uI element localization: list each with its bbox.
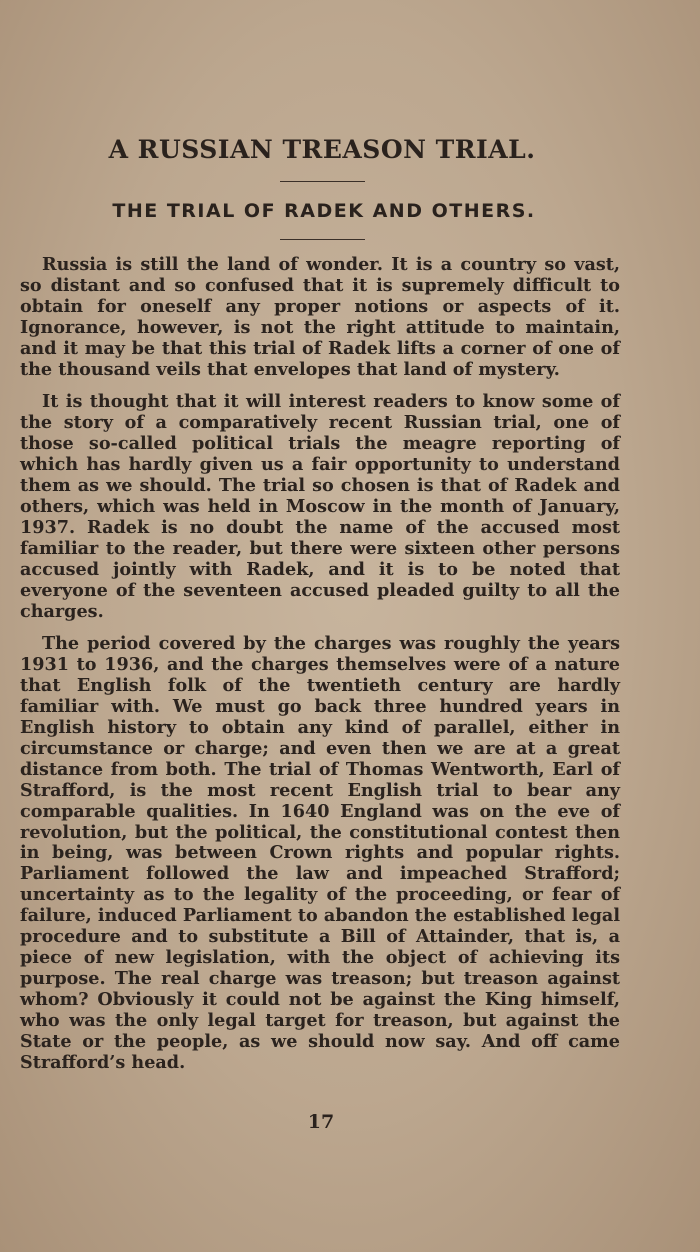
paragraph-1: Russia is still the land of wonder. It is a country so vast, so distant and so confused that it is supremely difficult to obtain for oneself any proper notions or aspects of it. Ignorance, however, is not the right attitude to maintain, and it may be that this trial of Radek lifts a corner of one of the thousand veils that envelopes that land of mystery.: [20, 254, 620, 380]
title-divider: [280, 181, 365, 182]
subtitle-divider: [280, 239, 365, 240]
paragraph-2: It is thought that it will interest readers to know some of the story of a comparatively recent Russian trial, one of those so-called political trials the meagre reporting of which has hardly given us a fair opportunity to understand them as we should. The trial so chosen is that of Radek and others, which was held in Moscow in the month of January, 1937. Radek is no doubt the name of the accused most familiar to the reader, but there were sixteen other persons accused jointly with Radek, and it is to be noted that everyone of the seventeen accused pleaded guilty to all the charges.: [20, 391, 620, 622]
article-body: [20, 255, 620, 1085]
page-title: A RUSSIAN TREASON TRIAL.: [108, 135, 536, 164]
paragraph-3: The period covered by the charges was roughly the years 1931 to 1936, and the charges themselves were of a nature that English folk of the twentieth century are hardly familiar with. We must go back three hundred years in English history to obtain any kind of parallel, either in circumstance or charge; and even then we are at a great distance from both. The trial of Thomas Wentworth, Earl of Strafford, is the most recent English trial to bear any comparable qualities. In 1640 England was on the eve of revolution, but the political, the constitutional contest then in being, was between Crown rights and popular rights. Parliament followed the law and impeached Strafford; uncertainty as to the legality of the proceeding, or fear of failure, induced Parliament to abandon the established legal procedure and to substitute a Bill of Attainder, that is, a piece of new legislation, with the object of achieving its purpose. The real charge was treason; but treason against whom? Obviously it could not be against the King himself, who was the only legal target for treason, but against the State or the people, as we should now say. And off came Strafford’s head.: [20, 633, 620, 1073]
page-number: 17: [307, 1111, 335, 1133]
section-subtitle: THE TRIAL OF RADEK AND OTHERS.: [112, 200, 536, 222]
